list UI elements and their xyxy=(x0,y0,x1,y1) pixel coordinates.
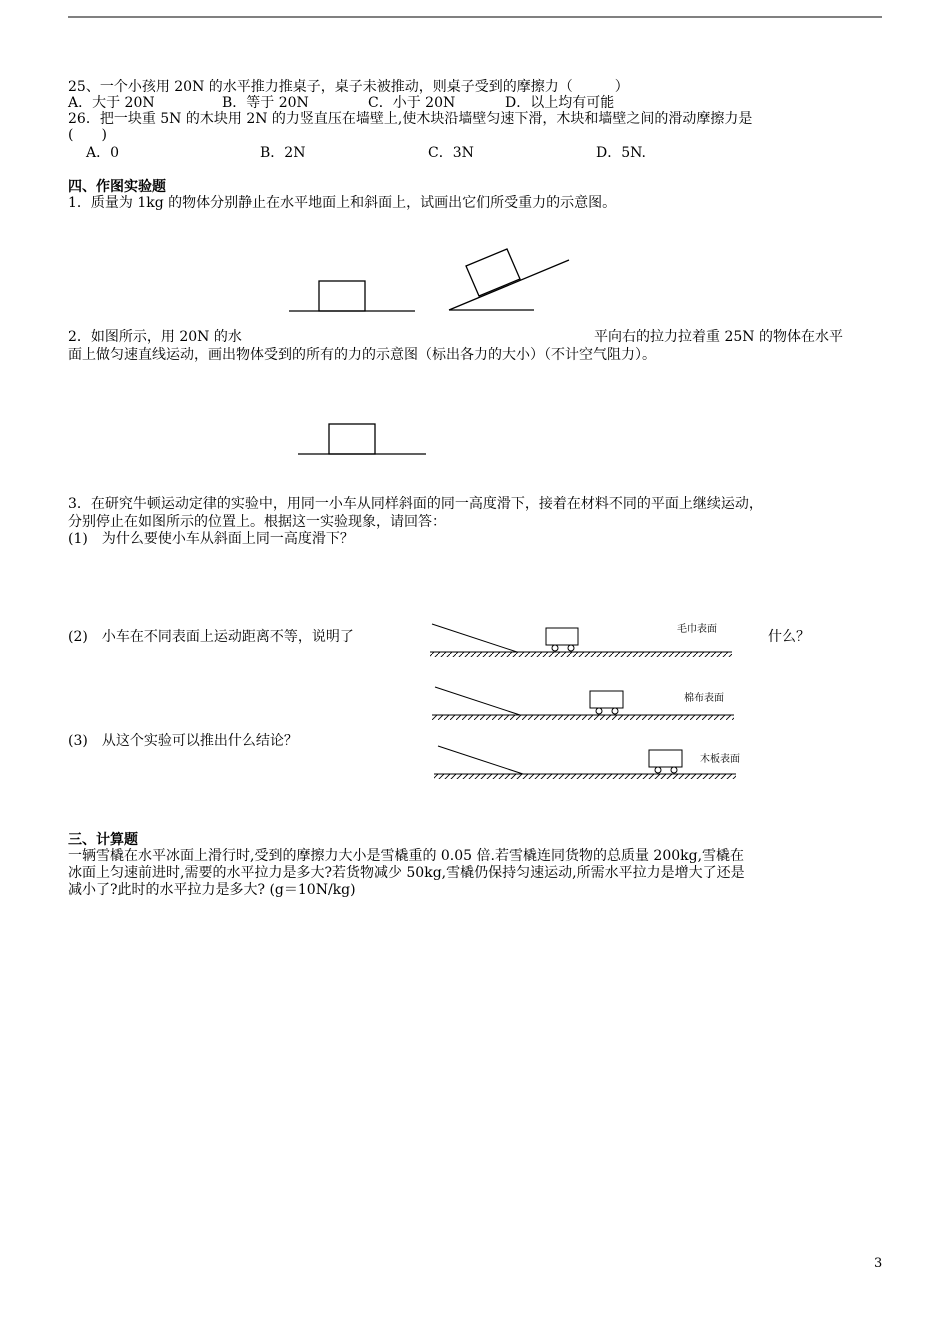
q26-option-a: A．0 xyxy=(86,145,120,161)
cart-1-wheel-right xyxy=(568,645,574,651)
section4-q1: 1．质量为 1kg 的物体分别静止在水平地面上和斜面上，试画出它们所受重力的示意图。 xyxy=(68,195,617,211)
q25-option-c: C．小于 20N xyxy=(368,95,456,111)
section4-q2-line2: 面上做匀速直线运动，画出物体受到的所有的力的示意图（标出各力的大小）（不计空气阻力）。 xyxy=(68,347,656,363)
ramp-wood xyxy=(434,746,736,779)
section4-q3-sub2-right: 什么？ xyxy=(768,629,810,645)
section3-line2: 冰面上匀速前进时,需要的水平拉力是多大?若货物减少 50kg,雪橇仍保持匀速运动,所需水平拉力是增大了还是 xyxy=(68,865,745,881)
cart-1 xyxy=(546,628,578,645)
block-on-incline xyxy=(466,249,520,296)
figure-ground-and-incline xyxy=(289,249,569,311)
section4-q3-sub1: (1) 为什么要使小车从斜面上同一高度滑下？ xyxy=(68,531,354,547)
block-on-ground xyxy=(319,281,365,311)
ramp-hatch-3 xyxy=(434,774,736,779)
q26-stem: 26．把一块重 5N 的木块用 2N 的力竖直压在墙壁上,使木块沿墙壁匀速下滑，木块和墙壁之间的滑动摩擦力是 xyxy=(68,111,753,127)
cart-3-wheel-right xyxy=(671,767,677,773)
q26-option-b: B．2N xyxy=(260,145,306,161)
surface-label-cotton: 棉布表面 xyxy=(684,693,724,704)
surface-label-wood: 木板表面 xyxy=(700,754,740,765)
section4-q2-left: 2．如图所示，用 20N 的水 xyxy=(68,329,242,345)
surface-label-towel: 毛巾表面 xyxy=(677,624,717,635)
cart-3 xyxy=(649,750,682,767)
q26-option-c: C．3N xyxy=(428,145,474,161)
q25-option-d: D．以上均有可能 xyxy=(505,95,615,111)
cart-3-wheel-left xyxy=(655,767,661,773)
figure-block-horizontal xyxy=(298,424,426,454)
section4-q3-sub2-left: (2) 小车在不同表面上运动距离不等，说明了 xyxy=(68,629,354,645)
page-number: 3 xyxy=(874,1256,883,1271)
q26-option-d: D．5N. xyxy=(596,145,646,161)
section4-title: 四、作图实验题 xyxy=(68,179,166,195)
q25-option-b: B．等于 20N xyxy=(222,95,309,111)
ramp-hatch-2 xyxy=(432,715,734,720)
section3-line1: 一辆雪橇在水平冰面上滑行时,受到的摩擦力大小是雪橇重的 0.05 倍.若雪橇连同货物的总质量 200kg,雪橇在 xyxy=(68,848,745,864)
q25-stem: 25、一个小孩用 20N 的水平推力推桌子，桌子未被推动，则桌子受到的摩擦力（ ） xyxy=(68,79,629,95)
section4-q3-line1: 3．在研究牛顿运动定律的实验中，用同一小车从同样斜面的同一高度滑下，接着在材料不同的平面上继续运动， xyxy=(68,496,763,512)
cart-2 xyxy=(590,691,623,708)
section3-line3: 减小了?此时的水平拉力是多大? (g＝10N/kg) xyxy=(68,882,356,898)
ramp-slope-2 xyxy=(435,687,520,715)
cart-1-wheel-left xyxy=(552,645,558,651)
block-2 xyxy=(329,424,375,454)
section4-q3-sub3: (3) 从这个实验可以推出什么结论？ xyxy=(68,733,298,749)
ramp-hatch-1 xyxy=(430,652,732,657)
q26-stem-bracket: ( ) xyxy=(68,127,107,143)
section4-q3-line2: 分别停止在如图所示的位置上。根据这一实验现象，请回答： xyxy=(68,514,446,530)
section4-q2-right: 平向右的拉力拉着重 25N 的物体在水平 xyxy=(594,329,843,345)
ramp-slope-1 xyxy=(432,624,517,652)
q25-option-a: A．大于 20N xyxy=(68,95,155,111)
section3-title: 三、计算题 xyxy=(68,832,138,848)
ramp-slope-3 xyxy=(438,746,523,774)
cart-2-wheel-left xyxy=(596,708,602,714)
cart-2-wheel-right xyxy=(612,708,618,714)
